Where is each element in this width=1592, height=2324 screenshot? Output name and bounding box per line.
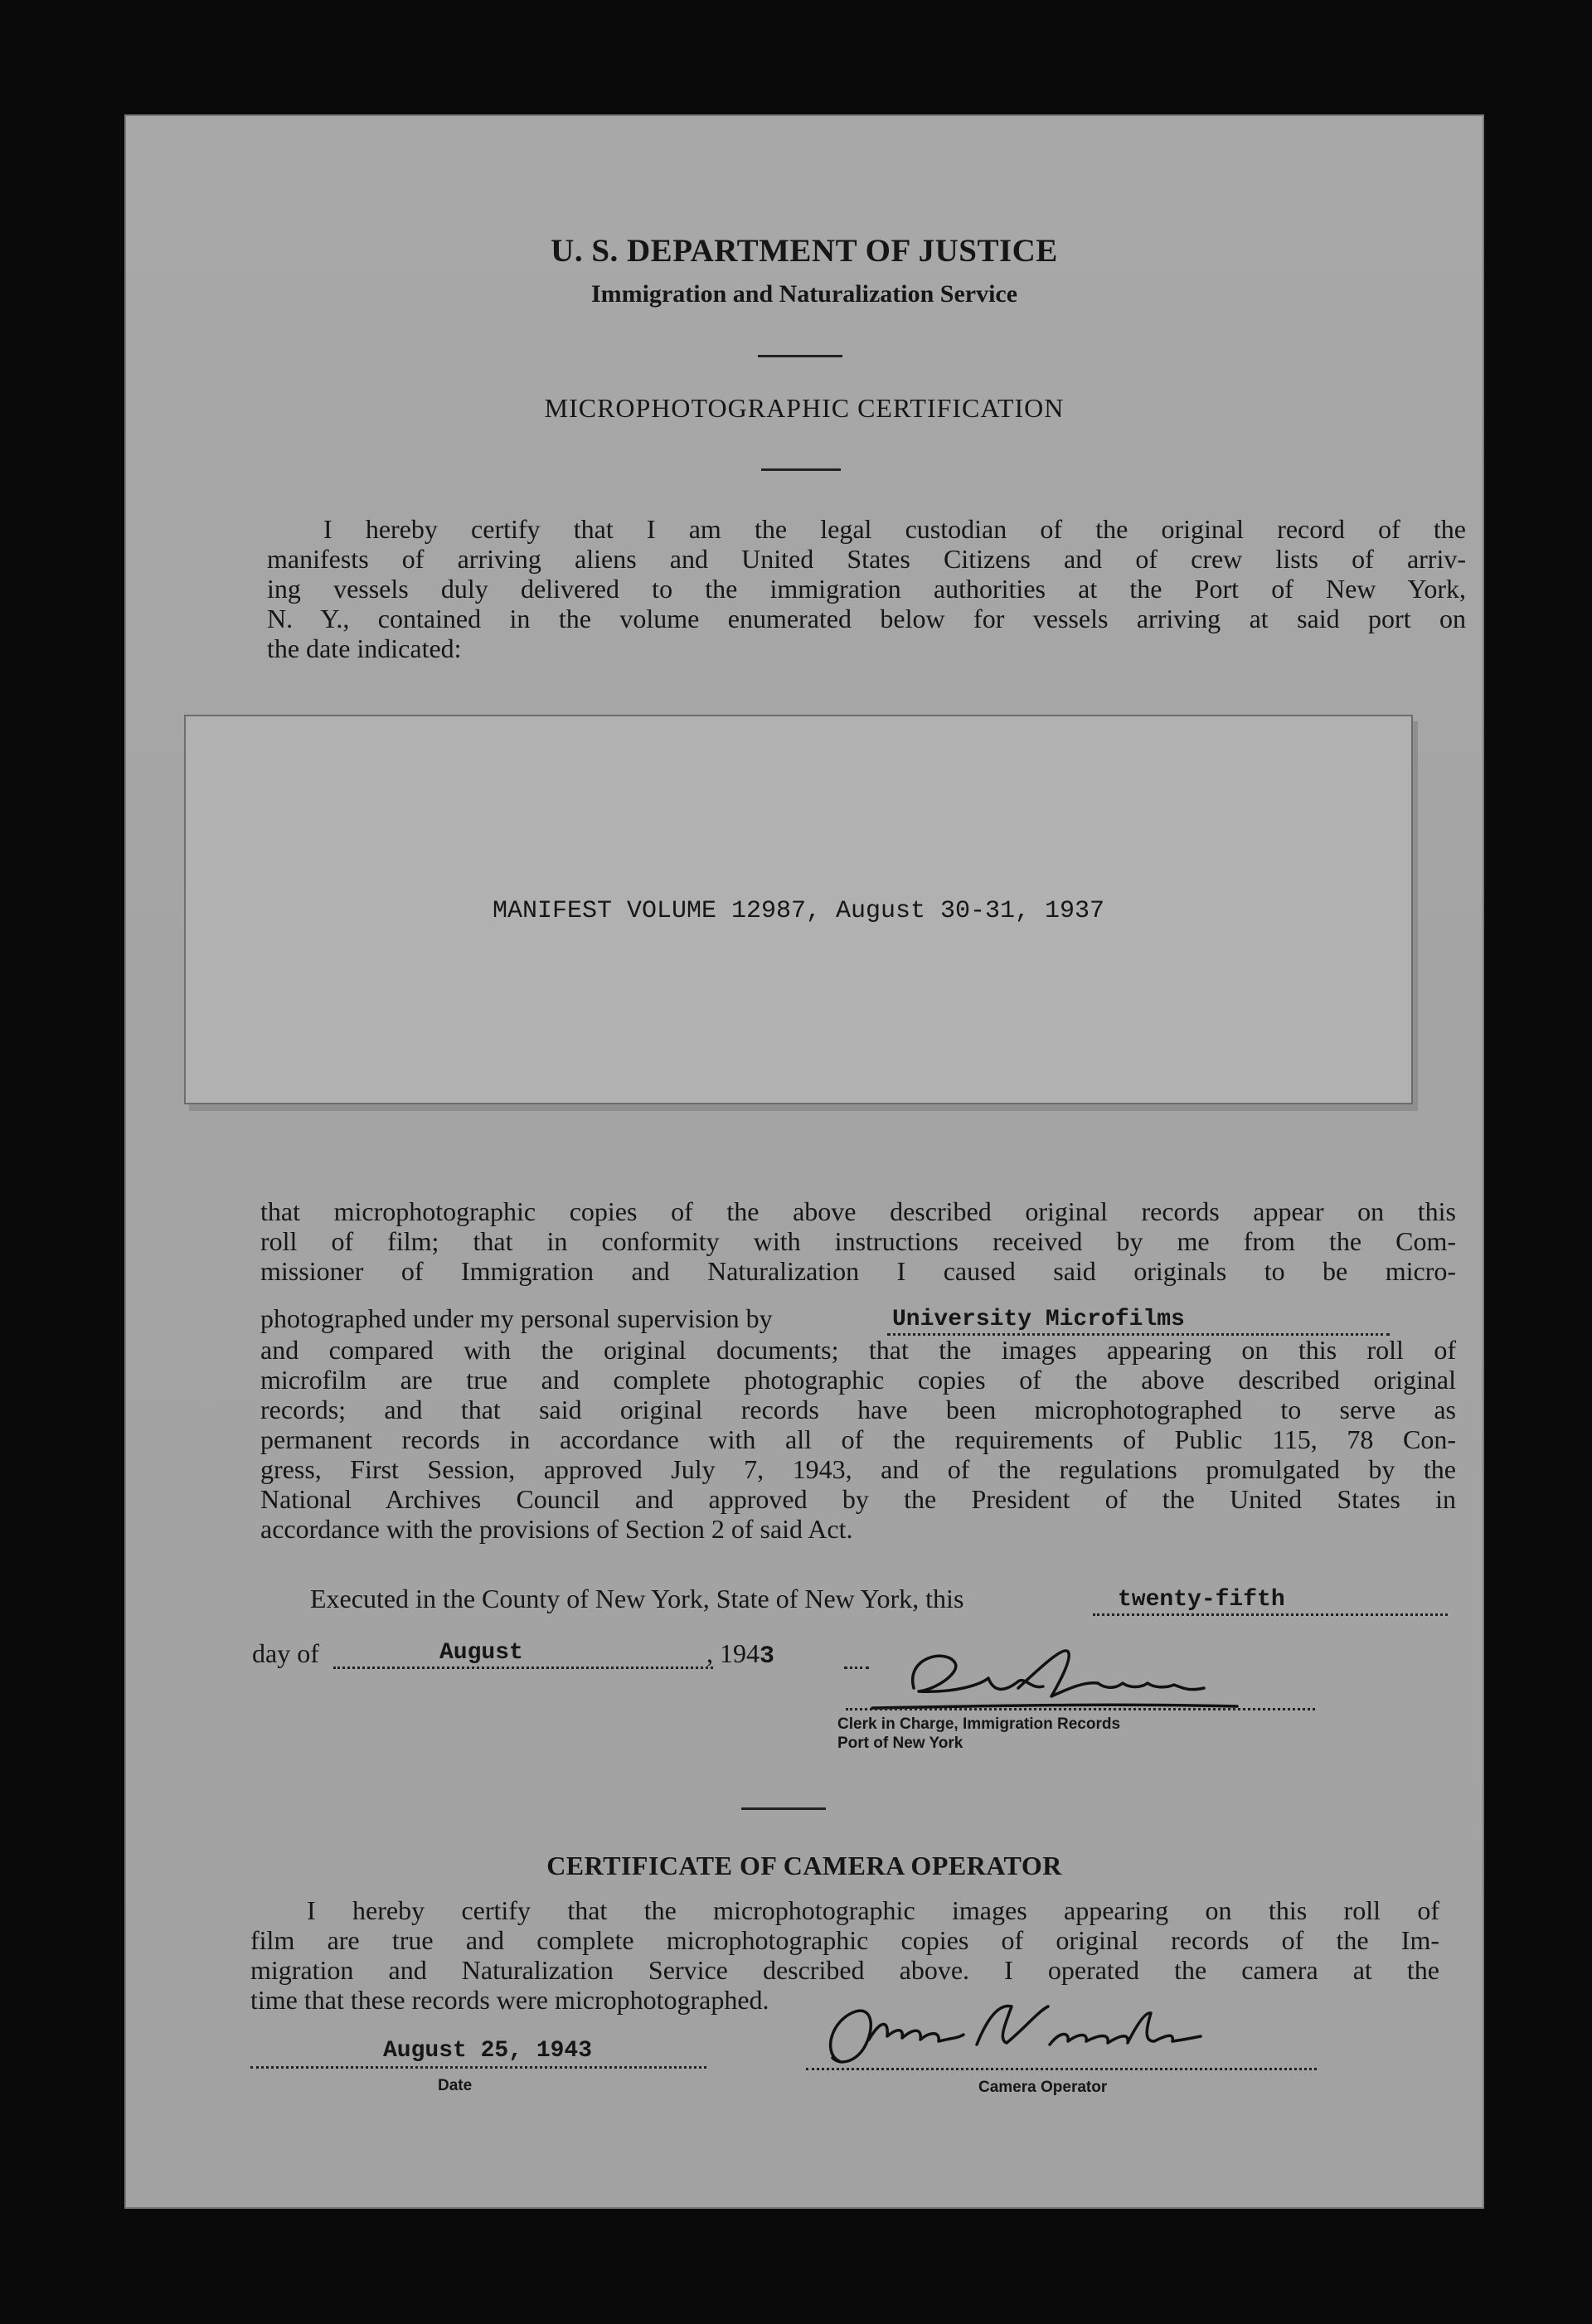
camera-line: migration and Naturalization Service described above. I operated the camera at the: [250, 1955, 1439, 1985]
month-fill-line: [333, 1667, 713, 1669]
service-subheading: Immigration and Naturalization Service: [590, 280, 1018, 308]
body-line: that microphotographic copies of the above described original records appear on this: [260, 1196, 1456, 1226]
body-paragraph-continued: [260, 1335, 1456, 1544]
year-line: [706, 1638, 774, 1671]
supervision-typed-value: University Microfilms: [892, 1307, 1185, 1332]
camera-date-value: August 25, 1943: [383, 2038, 593, 2064]
date-label: Date: [438, 2077, 473, 2094]
supervision-prefix: photographed under my personal supervision by: [260, 1303, 773, 1333]
executed-day-value: twenty-fifth: [1118, 1587, 1285, 1613]
year-prefix: , 194: [706, 1638, 760, 1668]
body-line: records; and that said original records have been microphotographed to serve as: [260, 1395, 1456, 1424]
certificate-page: [126, 116, 1483, 2207]
camera-certificate-title: CERTIFICATE OF CAMERA OPERATOR: [546, 1851, 1062, 1880]
body-line: National Archives Council and approved by the President of the United States in: [260, 1484, 1456, 1514]
intro-line: I hereby certify that I am the legal custodian of the original record of the: [323, 514, 1466, 544]
body-line: and compared with the original documents; that the images appearing on this roll of: [260, 1335, 1456, 1365]
camera-line: time that these records were microphotographed.: [250, 1985, 769, 2015]
clerk-signature-line: [846, 1708, 1315, 1710]
divider: [758, 355, 842, 357]
body-line: roll of film; that in conformity with instructions received by me from the Com-: [260, 1226, 1456, 1256]
manifest-attachment-slip: [184, 715, 1413, 1104]
year-digit-value: 3: [760, 1642, 775, 1671]
divider: [741, 1807, 826, 1810]
intro-paragraph: [267, 514, 1466, 663]
camera-operator-signature-line: [806, 2068, 1317, 2070]
certification-title: MICROPHOTOGRAPHIC CERTIFICATION: [544, 393, 1065, 423]
divider: [761, 468, 841, 471]
month-value: August: [439, 1640, 523, 1666]
executed-line: [310, 1584, 963, 1614]
camera-operator-signature: [789, 1987, 1254, 2078]
intro-line: ing vessels duly delivered to the immigration authorities at the Port of New York,: [267, 574, 1466, 604]
intro-line: manifests of arriving aliens and United States Citizens and of crew lists of arriv-: [267, 544, 1466, 574]
body-paragraph: [260, 1196, 1456, 1286]
body-line: permanent records in accordance with all of the requirements of Public 115, 78 Con-: [260, 1424, 1456, 1454]
body-line: microfilm are true and complete photographic copies of the above described original: [260, 1365, 1456, 1395]
body-line: gress, First Session, approved July 7, 1943, and of the regulations promulgated by the: [260, 1454, 1456, 1484]
date-line: [250, 2066, 706, 2069]
clerk-signature: [856, 1640, 1270, 1723]
camera-line: film are true and complete microphotographic copies of original records of the Im-: [250, 1925, 1439, 1955]
manifest-volume-entry: MANIFEST VOLUME 12987, August 30-31, 1937: [492, 897, 1105, 925]
intro-line: N. Y., contained in the volume enumerated below for vessels arriving at said port on: [267, 604, 1466, 633]
camera-operator-label: Camera Operator: [978, 2079, 1108, 2096]
intro-line: the date indicated:: [267, 633, 462, 663]
executed-prefix: Executed in the County of New York, State of New York, this: [310, 1584, 964, 1613]
supervision-line: [260, 1303, 773, 1334]
body-line: accordance with the provisions of Section 2 of said Act.: [260, 1514, 853, 1544]
clerk-title-line: Clerk in Charge, Immigration Records: [837, 1715, 1121, 1733]
day-of-label: day of: [252, 1638, 319, 1668]
executed-day-fill-line: [1093, 1613, 1448, 1616]
body-line: missioner of Immigration and Naturalization I caused said originals to be micro-: [260, 1256, 1456, 1286]
department-heading: U. S. DEPARTMENT OF JUSTICE: [551, 233, 1058, 269]
clerk-title-line: Port of New York: [837, 1735, 963, 1752]
camera-line: I hereby certify that the microphotographic images appearing on this roll of: [307, 1895, 1439, 1925]
clerk-title: [837, 1715, 1120, 1753]
